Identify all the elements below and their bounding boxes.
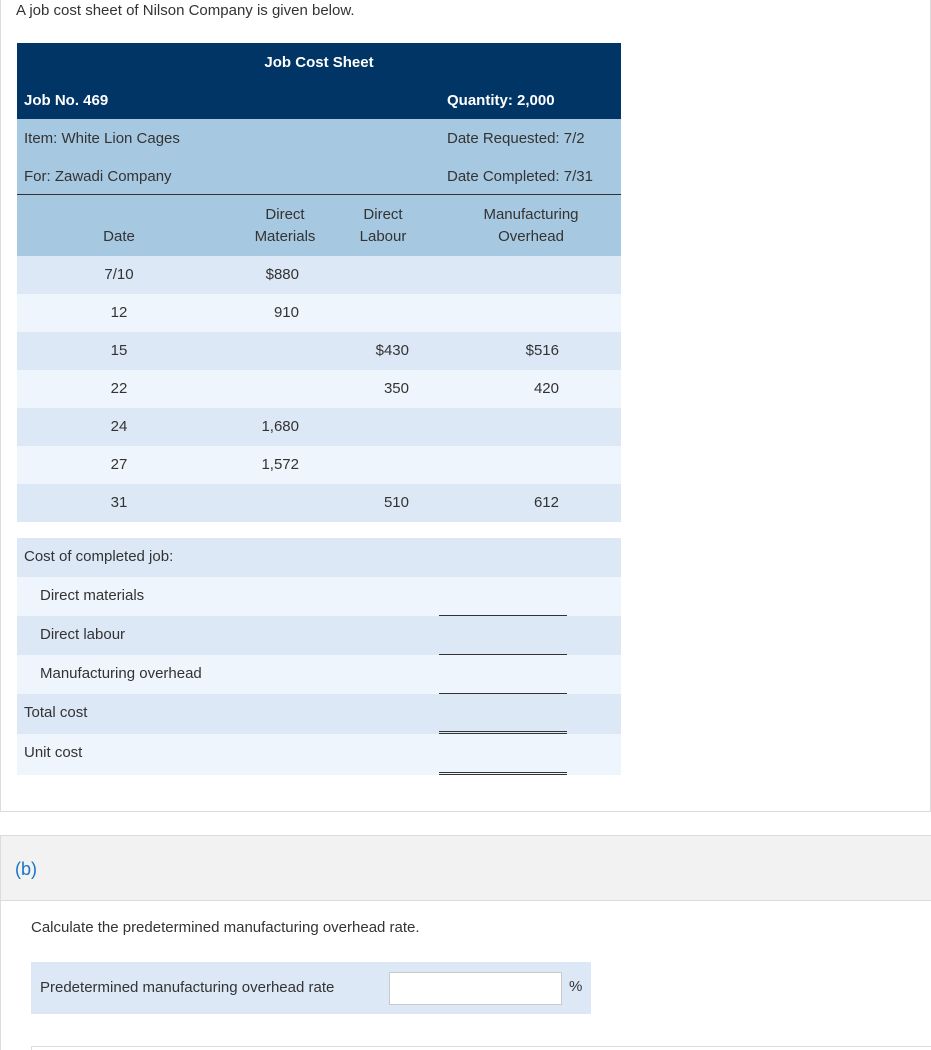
- unit-cost-label: Unit cost: [24, 744, 83, 761]
- col-dm-line1: Direct: [265, 206, 305, 223]
- cost-dm-label: Direct materials: [40, 587, 145, 604]
- sheet-title: Job Cost Sheet: [264, 54, 374, 71]
- percent-unit: %: [569, 978, 583, 995]
- intro-text: A job cost sheet of Nilson Company is given below.: [16, 2, 355, 19]
- sheet-info: [17, 119, 621, 195]
- table-row: [17, 408, 621, 446]
- next-panel-edge: [31, 1046, 931, 1050]
- table-row: [17, 446, 621, 484]
- cell-overhead: 420: [533, 380, 559, 397]
- column-headers: [17, 195, 621, 256]
- col-dl-line1: Direct: [363, 206, 403, 223]
- date-completed: Date Completed: 7/31: [447, 168, 593, 185]
- cell-date: 15: [110, 342, 128, 359]
- cell-direct-labour: 510: [383, 494, 409, 511]
- quantity: Quantity: 2,000: [447, 92, 555, 109]
- cell-date: 12: [110, 304, 128, 321]
- cell-date: 7/10: [104, 266, 134, 283]
- col-date: Date: [103, 228, 135, 245]
- cost-dl-label: Direct labour: [40, 626, 126, 643]
- direct-labour-answer-line[interactable]: [439, 645, 567, 655]
- cost-row-direct-labour: [17, 616, 621, 655]
- col-oh-line2: Overhead: [498, 228, 564, 245]
- unit-cost-answer-line[interactable]: [439, 765, 567, 775]
- cell-direct-materials: 1,680: [261, 418, 299, 435]
- customer-label: For: Zawadi Company: [24, 168, 172, 185]
- total-cost-answer-line[interactable]: [439, 724, 567, 734]
- table-spacer: [17, 522, 621, 538]
- table-row: [17, 256, 621, 294]
- part-b-header: [1, 836, 931, 901]
- table-row: [17, 370, 621, 408]
- job-cost-sheet: [17, 43, 621, 775]
- cell-direct-materials: 1,572: [261, 456, 299, 473]
- cell-direct-materials: $880: [265, 266, 299, 283]
- part-b-label: (b): [15, 859, 37, 879]
- part-b-question: Calculate the predetermined manufacturing overhead rate.: [31, 919, 420, 936]
- table-row: [17, 294, 621, 332]
- overhead-rate-box: [31, 962, 591, 1014]
- item-label: Item: White Lion Cages: [24, 130, 180, 147]
- sheet-header: [17, 43, 621, 119]
- cell-date: 24: [110, 418, 128, 435]
- direct-materials-answer-line[interactable]: [439, 606, 567, 616]
- cost-row-total: [17, 694, 621, 734]
- cell-direct-labour: 350: [383, 380, 409, 397]
- cost-row-unit: [17, 734, 621, 775]
- cell-date: 31: [110, 494, 128, 511]
- cost-heading: Cost of completed job:: [24, 548, 174, 565]
- cell-date: 22: [110, 380, 128, 397]
- cost-heading-row: [17, 538, 621, 577]
- overhead-answer-line[interactable]: [439, 684, 567, 694]
- cell-overhead: 612: [533, 494, 559, 511]
- col-dl-line2: Labour: [359, 228, 407, 245]
- date-requested: Date Requested: 7/2: [447, 130, 585, 147]
- total-cost-label: Total cost: [24, 704, 88, 721]
- col-oh-line1: Manufacturing: [483, 206, 579, 223]
- part-b-panel: [0, 835, 931, 1050]
- cost-row-direct-materials: [17, 577, 621, 616]
- cost-row-overhead: [17, 655, 621, 694]
- table-row: [17, 332, 621, 370]
- cell-date: 27: [110, 456, 128, 473]
- cell-direct-materials: 910: [273, 304, 299, 321]
- cost-oh-label: Manufacturing overhead: [40, 665, 202, 682]
- col-dm-line2: Materials: [254, 228, 316, 245]
- table-row: [17, 484, 621, 522]
- cell-direct-labour: $430: [375, 342, 409, 359]
- overhead-rate-input[interactable]: [389, 972, 562, 1005]
- overhead-rate-label: Predetermined manufacturing overhead rate: [40, 979, 335, 996]
- cell-overhead: $516: [525, 342, 559, 359]
- job-number: Job No. 469: [24, 92, 109, 109]
